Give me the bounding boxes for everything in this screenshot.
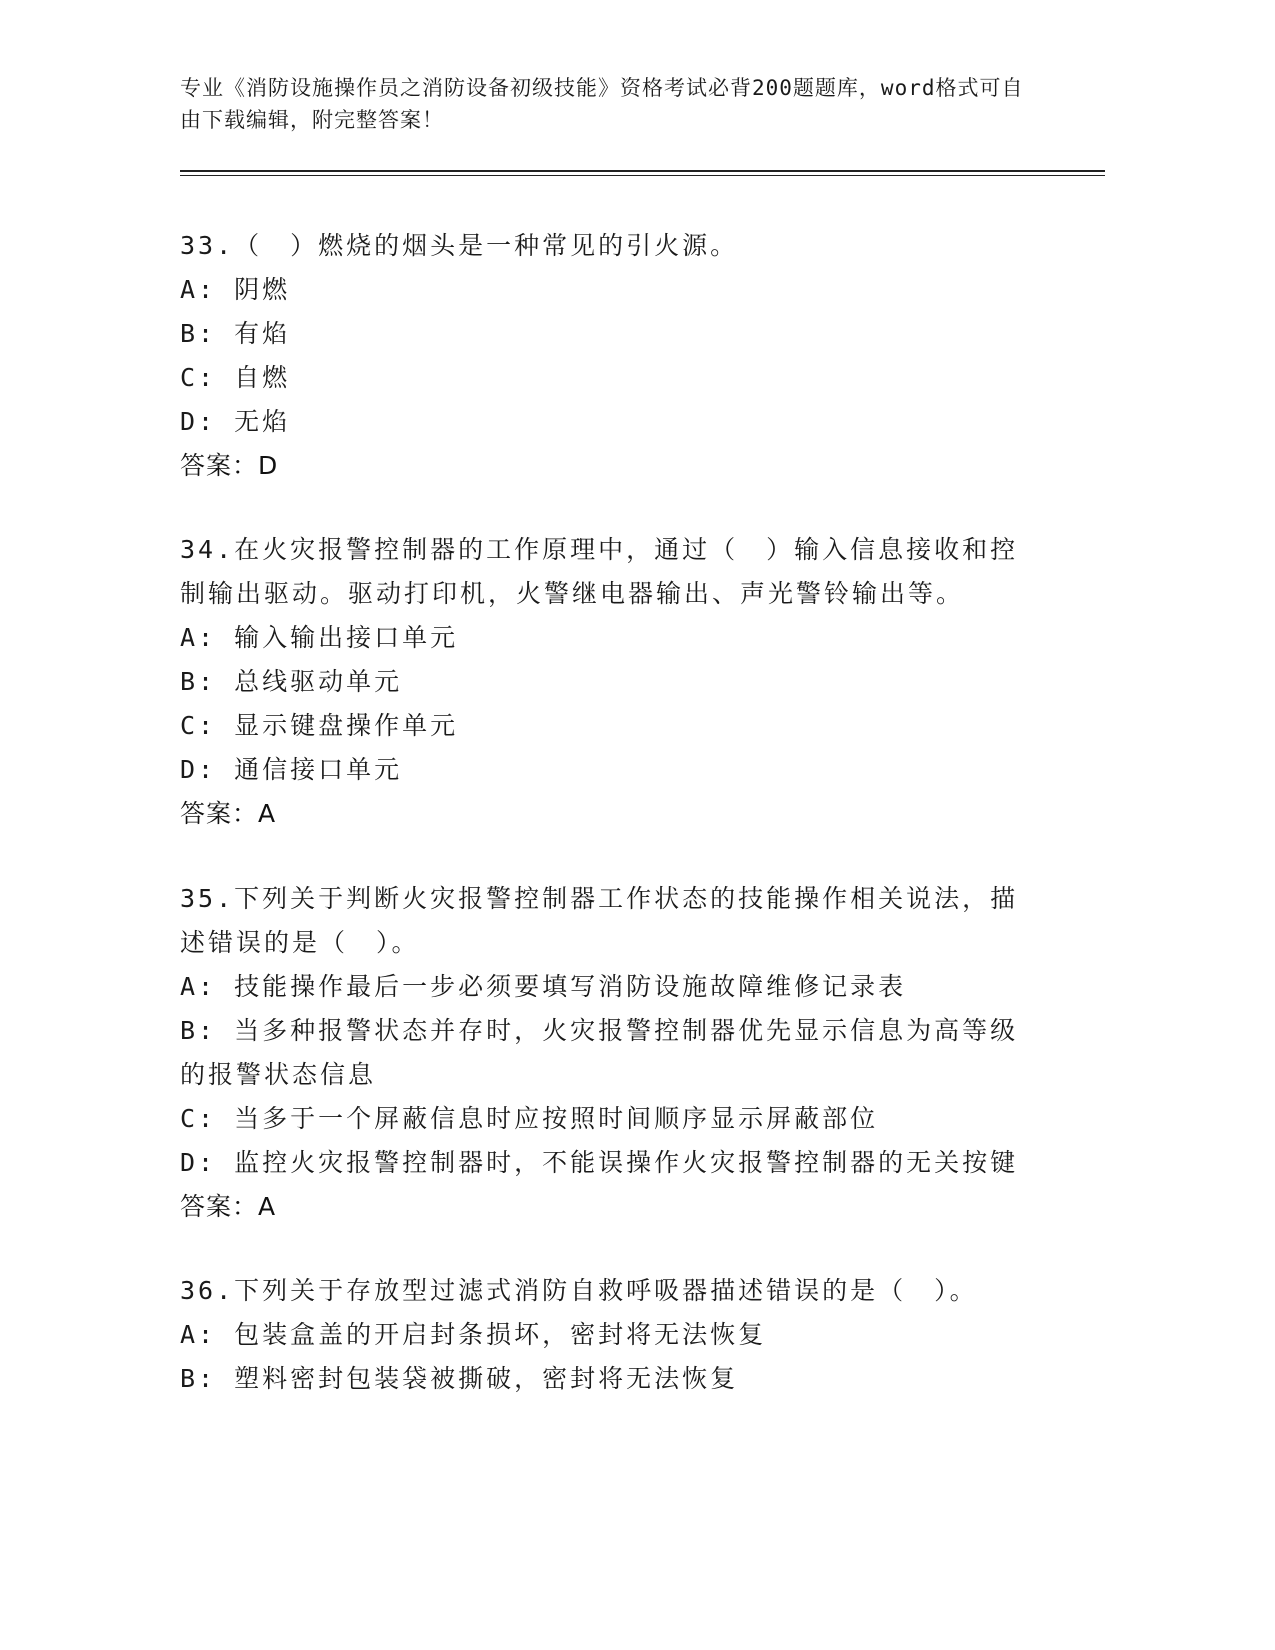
question-34 [180,528,1040,836]
question-36 [180,1269,1040,1401]
option-d: D: 无焰 [180,407,291,436]
option-a: A: 技能操作最后一步必须要填写消防设施故障维修记录表 [180,972,907,1001]
answer: 答案：A [180,799,277,828]
option-c: C: 显示键盘操作单元 [180,711,459,740]
option-d: D: 通信接口单元 [180,755,403,784]
option-b: B: 当多种报警状态并存时，火灾报警控制器优先显示信息为高等级的报警状态信息 [180,1016,1019,1089]
option-b: B: 总线驱动单元 [180,667,403,696]
answer: 答案：D [180,451,279,480]
question-33 [180,224,1040,488]
option-c: C: 当多于一个屏蔽信息时应按照时间顺序显示屏蔽部位 [180,1104,879,1133]
header-divider-thick [180,170,1105,172]
option-a: A: 包装盒盖的开启封条损坏，密封将无法恢复 [180,1320,767,1349]
question-35 [180,877,1040,1229]
header-divider-thin [180,175,1105,176]
answer: 答案：A [180,1192,277,1221]
question-stem: 33.（ ）燃烧的烟头是一种常见的引火源。 [180,231,739,260]
question-stem: 34.在火灾报警控制器的工作原理中，通过（ ）输入信息接收和控制输出驱动。驱动打印机，火警继电器输出、声光警铃输出等。 [180,535,1019,608]
document-header-intro: 专业《消防设施操作员之消防设备初级技能》资格考试必背200题题库，word格式可自由下载编辑，附完整答案！ [180,76,1024,132]
option-a: A: 输入输出接口单元 [180,623,459,652]
option-b: B: 塑料密封包装袋被撕破，密封将无法恢复 [180,1364,739,1393]
question-stem: 35.下列关于判断火灾报警控制器工作状态的技能操作相关说法，描述错误的是（ ）。 [180,884,1019,957]
option-b: B: 有焰 [180,319,291,348]
option-a: A: 阴燃 [180,275,291,304]
option-d: D: 监控火灾报警控制器时，不能误操作火灾报警控制器的无关按键 [180,1148,1019,1177]
question-stem: 36.下列关于存放型过滤式消防自救呼吸器描述错误的是（ ）。 [180,1276,978,1305]
option-c: C: 自燃 [180,363,291,392]
